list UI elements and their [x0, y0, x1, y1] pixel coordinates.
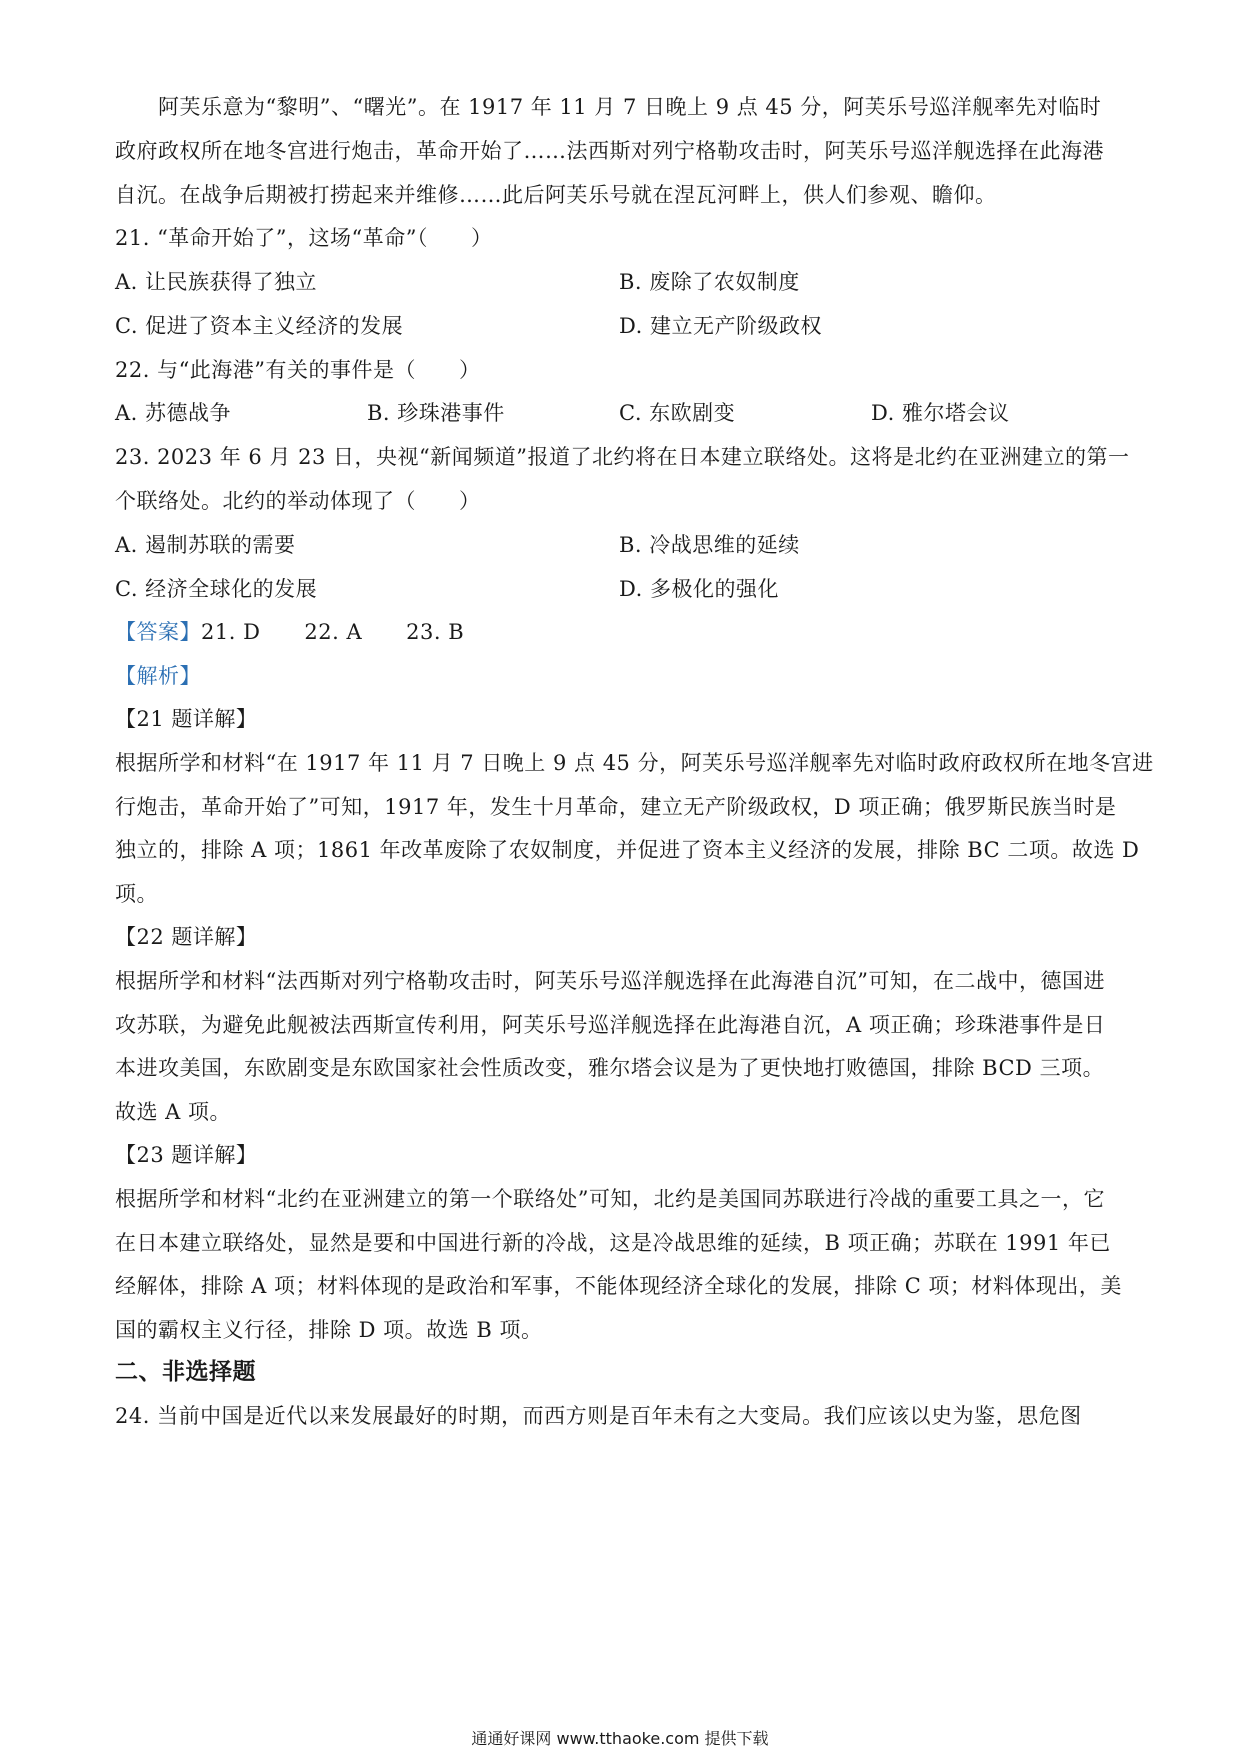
detail-22-title: 【22 题详解】	[115, 925, 258, 949]
question-23-stem-line-1: 23. 2023 年 6 月 23 日，央视“新闻频道”报道了北约将在日本建立联络处。这将是北约在亚洲建立的第一	[115, 445, 1130, 469]
answer-23: 23. B	[406, 620, 465, 644]
detail-22-line-2: 攻苏联，为避免此舰被法西斯宣传利用，阿芙乐号巡洋舰选择在此海港自沉，A 项正确；珍珠港事件是日	[115, 1013, 1106, 1037]
q23-option-b: B. 冷战思维的延续	[619, 533, 800, 557]
detail-23-title: 【23 题详解】	[115, 1143, 258, 1167]
detail-22-line-4: 故选 A 项。	[115, 1100, 232, 1124]
detail-23-line-3: 经解体，排除 A 项；材料体现的是政治和军事，不能体现经济全球化的发展，排除 C 项；材料体现出，美	[115, 1274, 1122, 1298]
material-line-1: 阿芙乐意为“黎明”、“曙光”。在 1917 年 11 月 7 日晚上 9 点 45 分，阿芙乐号巡洋舰率先对临时	[158, 95, 1102, 119]
q22-option-b: B. 珍珠港事件	[367, 401, 505, 425]
detail-21-title: 【21 题详解】	[115, 707, 258, 731]
question-21-stem: 21. “革命开始了”，这场“革命”（ ）	[115, 226, 493, 250]
detail-22-line-1: 根据所学和材料“法西斯对列宁格勒攻击时，阿芙乐号巡洋舰选择在此海港自沉”可知，在二战中，德国进	[115, 969, 1105, 993]
detail-23-line-4: 国的霸权主义行径，排除 D 项。故选 B 项。	[115, 1318, 543, 1342]
q22-option-a: A. 苏德战争	[115, 401, 232, 425]
q21-option-a: A. 让民族获得了独立	[115, 270, 318, 294]
detail-23-line-1: 根据所学和材料“北约在亚洲建立的第一个联络处”可知，北约是美国同苏联进行冷战的重要工具之一，它	[115, 1187, 1105, 1211]
q21-option-b: B. 废除了农奴制度	[619, 270, 800, 294]
page-footer: 通通好课网 www.tthaoke.com 提供下载	[471, 1729, 769, 1748]
answer-label: 【答案】	[115, 620, 201, 644]
q21-option-c: C. 促进了资本主义经济的发展	[115, 314, 404, 338]
q22-option-c: C. 东欧剧变	[619, 401, 736, 425]
q23-option-d: D. 多极化的强化	[619, 577, 779, 601]
answer-row	[115, 617, 464, 647]
q23-option-a: A. 遏制苏联的需要	[115, 533, 296, 557]
answer-22: 22. A	[304, 620, 363, 644]
q23-option-c: C. 经济全球化的发展	[115, 577, 318, 601]
analysis-label: 【解析】	[115, 664, 201, 688]
detail-21-line-1: 根据所学和材料“在 1917 年 11 月 7 日晚上 9 点 45 分，阿芙乐号巡洋舰率先对临时政府政权所在地冬宫进	[115, 751, 1154, 775]
detail-21-line-3: 独立的，排除 A 项；1861 年改革废除了农奴制度，并促进了资本主义经济的发展，排除 BC 二项。故选 D	[115, 838, 1140, 862]
material-line-2: 政府政权所在地冬宫进行炮击，革命开始了……法西斯对列宁格勒攻击时，阿芙乐号巡洋舰选择在此海港	[115, 139, 1104, 163]
question-23-stem-line-2: 个联络处。北约的举动体现了（ ）	[115, 489, 481, 513]
answer-21: 21. D	[201, 620, 261, 644]
detail-22-line-3: 本进攻美国，东欧剧变是东欧国家社会性质改变，雅尔塔会议是为了更快地打败德国，排除 BCD 三项。	[115, 1056, 1105, 1080]
question-24-stem: 24. 当前中国是近代以来发展最好的时期，而西方则是百年未有之大变局。我们应该以史为鉴，思危图	[115, 1404, 1082, 1428]
q22-option-d: D. 雅尔塔会议	[871, 401, 1010, 425]
question-22-stem: 22. 与“此海港”有关的事件是（ ）	[115, 358, 481, 382]
section-heading: 二、非选择题	[115, 1358, 256, 1385]
detail-21-line-4: 项。	[115, 882, 158, 906]
material-line-3: 自沉。在战争后期被打捞起来并维修……此后阿芙乐号就在涅瓦河畔上，供人们参观、瞻仰。	[115, 183, 997, 207]
detail-23-line-2: 在日本建立联络处，显然是要和中国进行新的冷战，这是冷战思维的延续，B 项正确；苏联在 1991 年已	[115, 1231, 1111, 1255]
q21-option-d: D. 建立无产阶级政权	[619, 314, 822, 338]
detail-21-line-2: 行炮击，革命开始了”可知，1917 年，发生十月革命，建立无产阶级政权，D 项正确；俄罗斯民族当时是	[115, 795, 1117, 819]
